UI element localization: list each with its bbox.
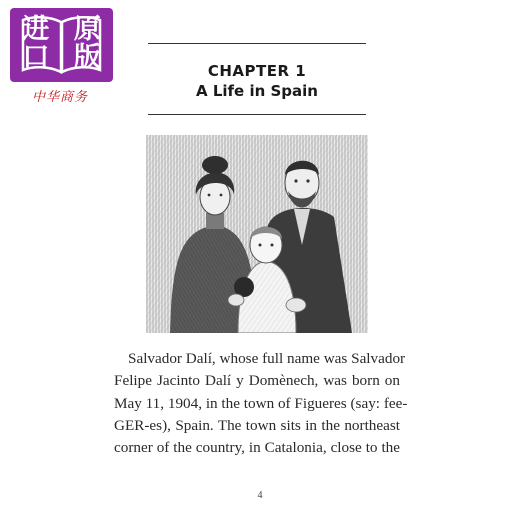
paragraph-line: May 11, 1904, in the town of Figueres (say: fee- [114,394,408,412]
heading-rule-bottom [148,114,366,115]
chapter-label: CHAPTER 1 [207,62,307,80]
badge-char: 进 [22,14,50,45]
badge-char: 版 [73,42,101,73]
paragraph-line: corner of the country, in Catalonia, close to the [114,439,400,457]
badge-char: 原 [73,14,101,45]
heading-rule-top [148,43,366,44]
badge-char: 口 [22,42,50,73]
chapter-title: A Life in Spain [196,82,318,100]
paragraph-line: Felipe Jacinto Dalí y Domènech, was born on [114,372,400,390]
badge-characters [10,16,113,72]
page-number: 4 [257,490,263,501]
paragraph-line: GER-es), Spain. The town sits in the northeast [114,416,400,434]
family-portrait-illustration [146,135,368,333]
publisher-badge [10,8,113,82]
body-paragraph [114,348,408,459]
paragraph-line: Salvador Dalí, whose full name was Salvador [128,350,406,367]
publisher-name: 中华商务 [31,90,88,105]
